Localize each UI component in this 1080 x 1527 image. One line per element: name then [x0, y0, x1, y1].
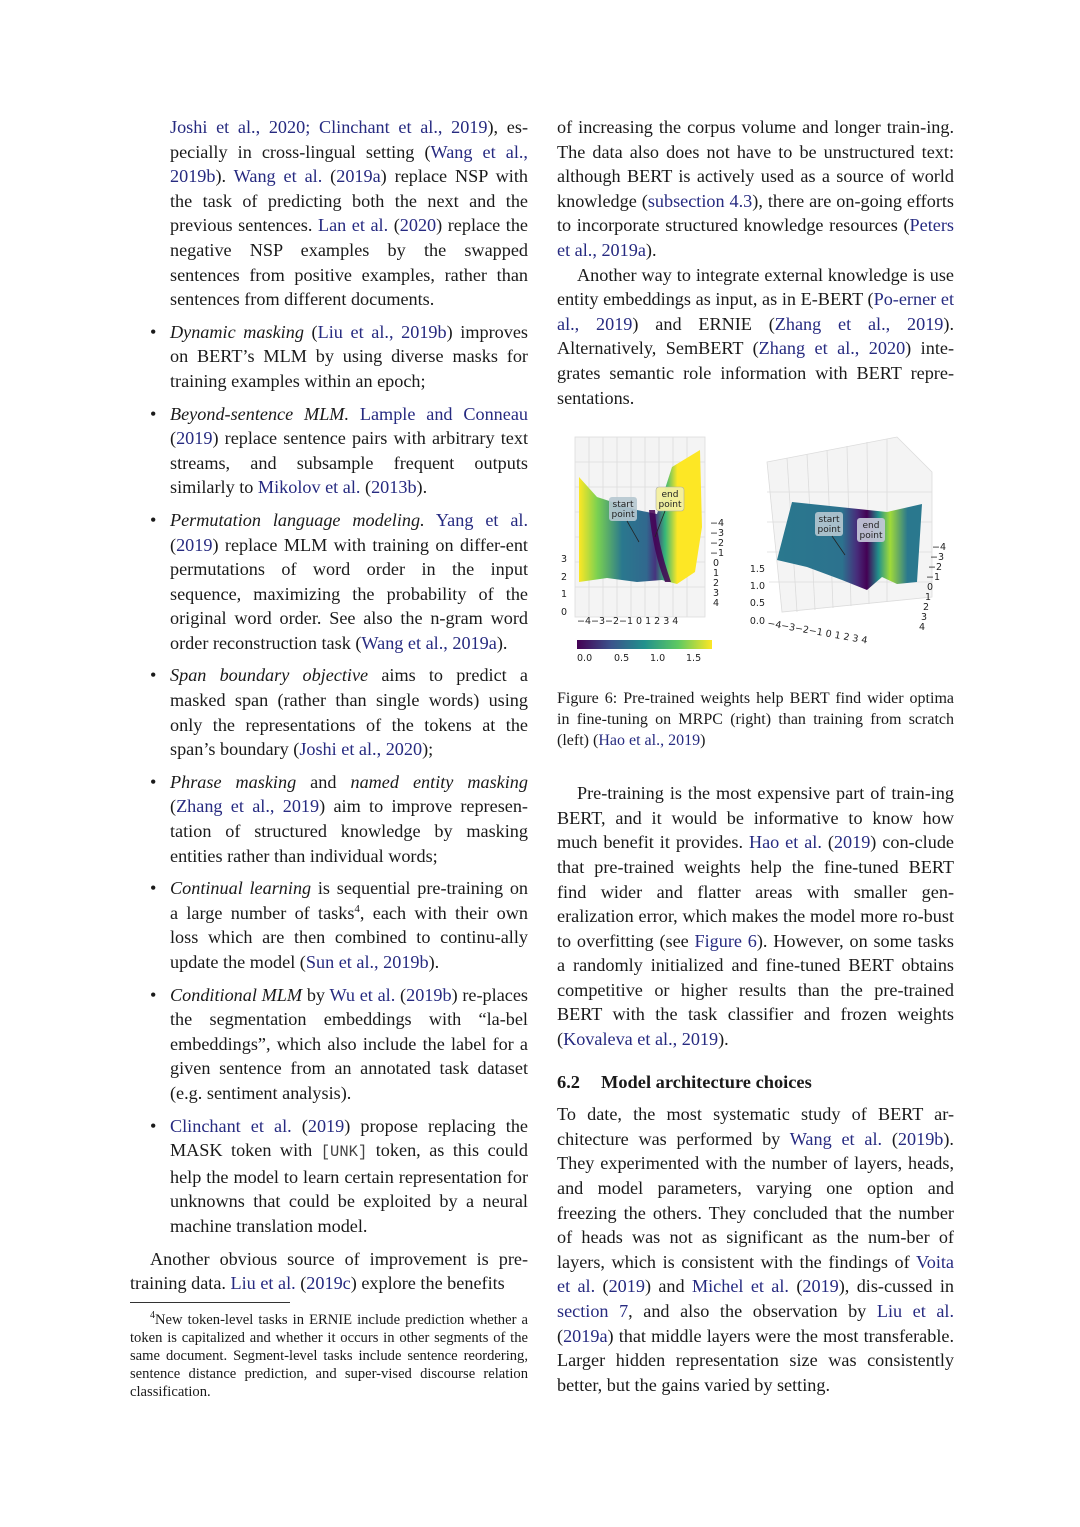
footnote-divider	[130, 1302, 290, 1303]
text-run: )	[700, 732, 706, 750]
text-run: (	[360, 477, 372, 498]
svg-text:1.0: 1.0	[749, 581, 765, 593]
citation-link[interactable]: Zhang et al., 2019	[176, 796, 320, 817]
footnote-ref[interactable]: 4	[354, 902, 360, 915]
text-run: token, as this could help the model to learn certain representation for unknowns that could be exploited by a neural machine translation model.	[170, 1140, 528, 1236]
section-heading	[557, 1070, 954, 1095]
citation-link[interactable]: 2013b	[371, 477, 417, 498]
text-run: Pre-training is the most expensive part of train-ing BERT, and it would be informative to know how much benefit it provides.	[557, 783, 954, 853]
bullet-icon: •	[150, 665, 157, 686]
bullet-list	[130, 320, 528, 1239]
citation-link[interactable]: 2019	[608, 1276, 645, 1297]
svg-text:point: point	[611, 510, 635, 521]
bullet-icon: •	[150, 321, 157, 342]
text-run: ), there are on-going efforts to incorporate structured knowledge resources (	[557, 190, 955, 236]
bullet-icon: •	[150, 1115, 157, 1136]
text-run: ).	[428, 952, 440, 972]
svg-text:3: 3	[921, 612, 928, 624]
text-run: ). They experimented with the number of layers, heads, and model parameters, varying one option and freezing the others. They concluded that the number of heads was not as significant as the num-ber of layers, which is consistent with the findings of	[557, 1128, 954, 1272]
emphasis-term: Continual learning	[170, 878, 312, 899]
intro-paragraph	[130, 115, 528, 312]
bullet-icon: •	[150, 878, 157, 899]
emphasis-term: Beyond-sentence MLM.	[170, 403, 350, 424]
text-run: ) that middle layers were the most transferable. Larger hidden representation size was consistently better, but the gains varied by setting.	[557, 1325, 954, 1395]
bullet-item	[130, 508, 528, 656]
citation-link[interactable]: Hao et al.	[748, 832, 822, 853]
svg-text:−4: −4	[932, 542, 947, 554]
svg-text:point: point	[859, 531, 883, 542]
text-run: ) inte-grates semantic role information with BERT repre-sentations.	[557, 338, 954, 408]
text-run: ).	[496, 632, 508, 653]
text-run: aims to predict a masked span (rather than single words) using only the representations of the tokens at the span’s boundary (	[170, 665, 528, 760]
citation-link[interactable]: Wang et al.	[233, 166, 323, 187]
text-run: (	[557, 1325, 564, 1346]
svg-text:3: 3	[713, 588, 720, 600]
text-run: (	[395, 984, 407, 1005]
citation-link[interactable]: Mikolov et al.	[257, 477, 361, 498]
svg-text:2: 2	[713, 578, 720, 590]
text-run: Figure 6: Pre-trained weights help BERT find wider optima in fine-tuning on MRPC (right) than training from scratch (left) (	[557, 690, 954, 750]
text-run: is sequential pre-training on a large number of tasks	[170, 878, 529, 923]
svg-text:1.5: 1.5	[749, 564, 765, 576]
paragraph-pretraining	[557, 781, 954, 1052]
text-run: ) and ERNIE (	[632, 313, 775, 334]
text-run: , each with their own loss which are then combined to continu-ally update the model (	[170, 902, 528, 972]
text-run: ) replace sentence pairs with arbitrary text streams, and subsample frequent outputs similarly to	[170, 428, 528, 498]
svg-text:0.0: 0.0	[749, 616, 765, 628]
citation-link[interactable]: 2019c	[306, 1273, 351, 1294]
closing-paragraph	[130, 1247, 528, 1296]
svg-text:2: 2	[560, 572, 567, 584]
text-run: ).	[718, 1029, 729, 1050]
citation-link[interactable]: Liu et al., 2019b	[317, 321, 447, 342]
paragraph-architecture	[557, 1102, 954, 1397]
svg-text:0: 0	[927, 582, 934, 594]
section-number: 6.2	[557, 1071, 580, 1092]
svg-text:−4: −4	[710, 518, 725, 530]
bullet-item	[130, 1114, 528, 1239]
svg-text:−3: −3	[930, 552, 945, 564]
citation-link[interactable]: Joshi et al., 2020; Clinchant et al., 2019	[170, 117, 488, 137]
footnote-marker: 4	[150, 1309, 155, 1321]
svg-text:−3: −3	[710, 528, 725, 540]
text-run: (	[170, 534, 177, 555]
emphasis-term: Span boundary objective	[170, 665, 369, 686]
text-run: ), dis-cussed in	[838, 1276, 954, 1297]
citation-link[interactable]: Peters et al., 2019a	[557, 215, 954, 260]
footnote-text: New token-level tasks in ERNIE include prediction whether a token is capitalized and whether it occurs in other segments of the same document. Segment-level tasks include sentence reordering, sentence distance prediction, and super-vised discourse relation classification.	[130, 1311, 528, 1400]
svg-text:−4−3−2−1 0 1 2 3 4: −4−3−2−1 0 1 2 3 4	[577, 616, 679, 628]
bullet-item	[130, 876, 528, 974]
bullet-item	[130, 320, 528, 394]
text-run: ) replace the negative NSP examples by the swapped sentences from positive examples, rather than sentences from different documents.	[170, 215, 528, 310]
text-run: (	[322, 166, 337, 187]
text-run: ).	[645, 239, 657, 260]
text-run: of increasing the corpus volume and longer train-ing. The data also does not have to be unstructured text: although BERT is actively used as a source of world knowledge (	[557, 117, 954, 211]
svg-text:0: 0	[713, 558, 720, 570]
svg-text:1: 1	[713, 568, 720, 580]
svg-text:4: 4	[919, 622, 926, 634]
citation-link[interactable]: 2019a	[563, 1325, 608, 1346]
citation-link[interactable]: 2019	[307, 1115, 345, 1136]
svg-text:−1: −1	[710, 548, 725, 560]
svg-text:0: 0	[560, 607, 567, 619]
citation-link[interactable]: 2019	[176, 428, 213, 449]
bullet-icon: •	[150, 509, 157, 530]
text-run: To date, the most systematic study of BERT ar-chitecture was performed by	[557, 1104, 954, 1149]
svg-text:1: 1	[560, 589, 567, 601]
citation-link[interactable]: Yang et al.	[435, 509, 529, 530]
svg-text:1.5: 1.5	[686, 653, 702, 665]
citation-link[interactable]: Lan et al.	[317, 215, 389, 236]
text-run: (	[388, 215, 400, 236]
svg-text:point: point	[817, 525, 841, 536]
loss-surface-right-plot	[747, 432, 952, 672]
text-run: (	[788, 1276, 803, 1297]
svg-text:4: 4	[713, 598, 720, 610]
citation-link[interactable]: Wang et al., 2019a	[361, 632, 497, 653]
svg-text:1: 1	[925, 592, 932, 604]
emphasis-term: Conditional MLM	[170, 984, 303, 1005]
svg-text:1.0: 1.0	[650, 653, 666, 665]
citation-link[interactable]: 2019	[176, 534, 213, 555]
text-run: ).	[215, 166, 234, 187]
text-run: ), es-pecially in cross-lingual setting (	[170, 117, 529, 162]
citation-link[interactable]: Wang et al., 2019b	[170, 141, 528, 187]
bullet-icon: •	[150, 403, 157, 424]
text-run: ) replace NSP with the task of predicting both the next and the previous sentences.	[170, 166, 528, 236]
svg-text:−2: −2	[710, 538, 725, 550]
citation-link[interactable]: 2019	[802, 1276, 839, 1297]
citation-link[interactable]: Liu et al.	[230, 1273, 296, 1294]
text-run: and	[296, 771, 351, 792]
text-run: (	[882, 1128, 898, 1149]
citation-link[interactable]: Sun et al., 2019b	[305, 952, 429, 972]
citation-link[interactable]: 2019b	[897, 1128, 944, 1149]
figure-caption	[557, 688, 954, 751]
bullet-icon: •	[150, 771, 157, 792]
citation-link[interactable]: Zhang et al., 2019	[774, 313, 944, 334]
text-run: Another obvious source of improvement is pre-training data.	[130, 1248, 528, 1294]
text-run: ) re-places the segmentation embeddings with “la-bel embeddings”, which also include the label for a given sentence from an annotated task dataset (e.g. sentiment analysis).	[170, 984, 528, 1103]
svg-text:end: end	[661, 490, 679, 501]
section-title: Model architecture choices	[601, 1071, 812, 1092]
text-run: );	[422, 739, 434, 760]
citation-link[interactable]: section 7	[557, 1301, 629, 1321]
bullet-icon: •	[150, 984, 157, 1005]
footnote	[130, 1307, 528, 1401]
citation-link[interactable]: Liu et al.	[876, 1301, 954, 1321]
citation-link[interactable]: Figure 6	[694, 930, 757, 951]
text-run: (	[303, 321, 318, 342]
citation-link[interactable]: 2019b	[406, 984, 452, 1005]
citation-link[interactable]: Po-erner et al., 2019	[557, 289, 954, 334]
text-run: ) con-clude that pre-trained weights help the fine-tuned BERT find wider and flatter areas with smaller gen-eralization error, which makes the model more ro-bust to overfitting (see	[557, 832, 954, 951]
citation-link[interactable]: Voita et al.	[557, 1251, 954, 1297]
svg-text:0.0: 0.0	[577, 653, 593, 665]
svg-text:−2: −2	[928, 562, 943, 574]
text-run: ) improves on BERT’s MLM by using diverse masks for training examples within an epoch;	[170, 321, 528, 391]
svg-text:start: start	[612, 500, 634, 511]
text-run: ) replace MLM with training on differ-ent permutations of word order in the input sequence, maximizing the probability of the original word order. See also the n-gram word order reconstruction task (	[170, 534, 528, 653]
citation-link[interactable]: Joshi et al., 2020	[299, 739, 423, 760]
text-run: ) explore the benefits	[350, 1273, 505, 1294]
svg-text:3: 3	[560, 554, 567, 566]
citation-link[interactable]: subsection 4.3	[647, 190, 753, 211]
paragraph-corpus	[557, 115, 954, 263]
text-run: (	[170, 796, 177, 817]
right-column	[557, 115, 954, 1397]
svg-text:2: 2	[923, 602, 930, 614]
citation-link[interactable]: Zhang et al., 2020	[758, 338, 906, 359]
svg-text:point: point	[658, 500, 682, 511]
text-run: ). However, on some tasks a randomly initialized and fine-tuned BERT obtains competitive or higher results than the pre-trained BERT with the task classifier and frozen weights (	[557, 930, 954, 1050]
bullet-item	[130, 983, 528, 1106]
text-run	[349, 404, 360, 424]
citation-link[interactable]: Clinchant et al.	[170, 1115, 292, 1136]
loss-surface-left-plot	[557, 432, 732, 672]
text-run: Another way to integrate external knowledge is use entity embeddings as input, as in E-BERT (	[557, 264, 954, 310]
citation-link[interactable]: Lample and Conneau	[359, 403, 528, 424]
citation-link[interactable]: Wang et al.	[789, 1128, 883, 1149]
bullet-item	[130, 663, 528, 761]
emphasis-term: Dynamic masking	[170, 321, 304, 342]
citation-link[interactable]: Hao et al., 2019	[598, 732, 701, 750]
code-token: [UNK]	[320, 1143, 368, 1162]
emphasis-term: Permutation language modeling.	[170, 509, 425, 530]
text-run: (	[295, 1273, 307, 1294]
text-run: by	[302, 984, 330, 1005]
bullet-item	[130, 402, 528, 500]
citation-link[interactable]: 2019	[833, 832, 871, 853]
text-run: (	[821, 832, 834, 853]
left-column	[130, 115, 528, 1401]
text-run: (	[170, 428, 177, 449]
citation-link[interactable]: 2019a	[336, 166, 381, 187]
paragraph-external-knowledge	[557, 263, 954, 411]
text-run: ) and	[644, 1276, 692, 1297]
svg-text:−1: −1	[926, 572, 941, 584]
emphasis-term: named entity masking	[350, 771, 528, 792]
text-run: (	[291, 1115, 308, 1136]
text-run: (	[595, 1276, 609, 1297]
text-run: ) propose replacing the MASK token with	[170, 1115, 528, 1161]
citation-link[interactable]: 2020	[399, 215, 437, 236]
svg-text:−4−3−2−1 0 1 2 3 4: −4−3−2−1 0 1 2 3 4	[766, 618, 869, 647]
citation-link[interactable]: Kovaleva et al., 2019	[563, 1029, 719, 1050]
bullet-item	[130, 770, 528, 868]
text-run: ). Alternatively, SemBERT (	[557, 313, 954, 359]
svg-text:end: end	[862, 521, 880, 532]
citation-link[interactable]: Wu et al.	[329, 984, 396, 1005]
colorbar	[577, 640, 712, 649]
text-run: ) aim to improve represen-tation of structured knowledge by masking entities rather than individual words;	[170, 796, 528, 866]
text-run: , and also the observation by	[628, 1301, 877, 1321]
figure-6	[557, 432, 954, 672]
text-run: ).	[416, 477, 428, 498]
citation-link[interactable]: Michel et al.	[691, 1276, 789, 1297]
text-run	[425, 510, 436, 530]
svg-text:0.5: 0.5	[749, 598, 765, 610]
emphasis-term: Phrase masking	[170, 771, 297, 792]
svg-text:0.5: 0.5	[614, 653, 630, 665]
svg-text:start: start	[818, 515, 840, 526]
